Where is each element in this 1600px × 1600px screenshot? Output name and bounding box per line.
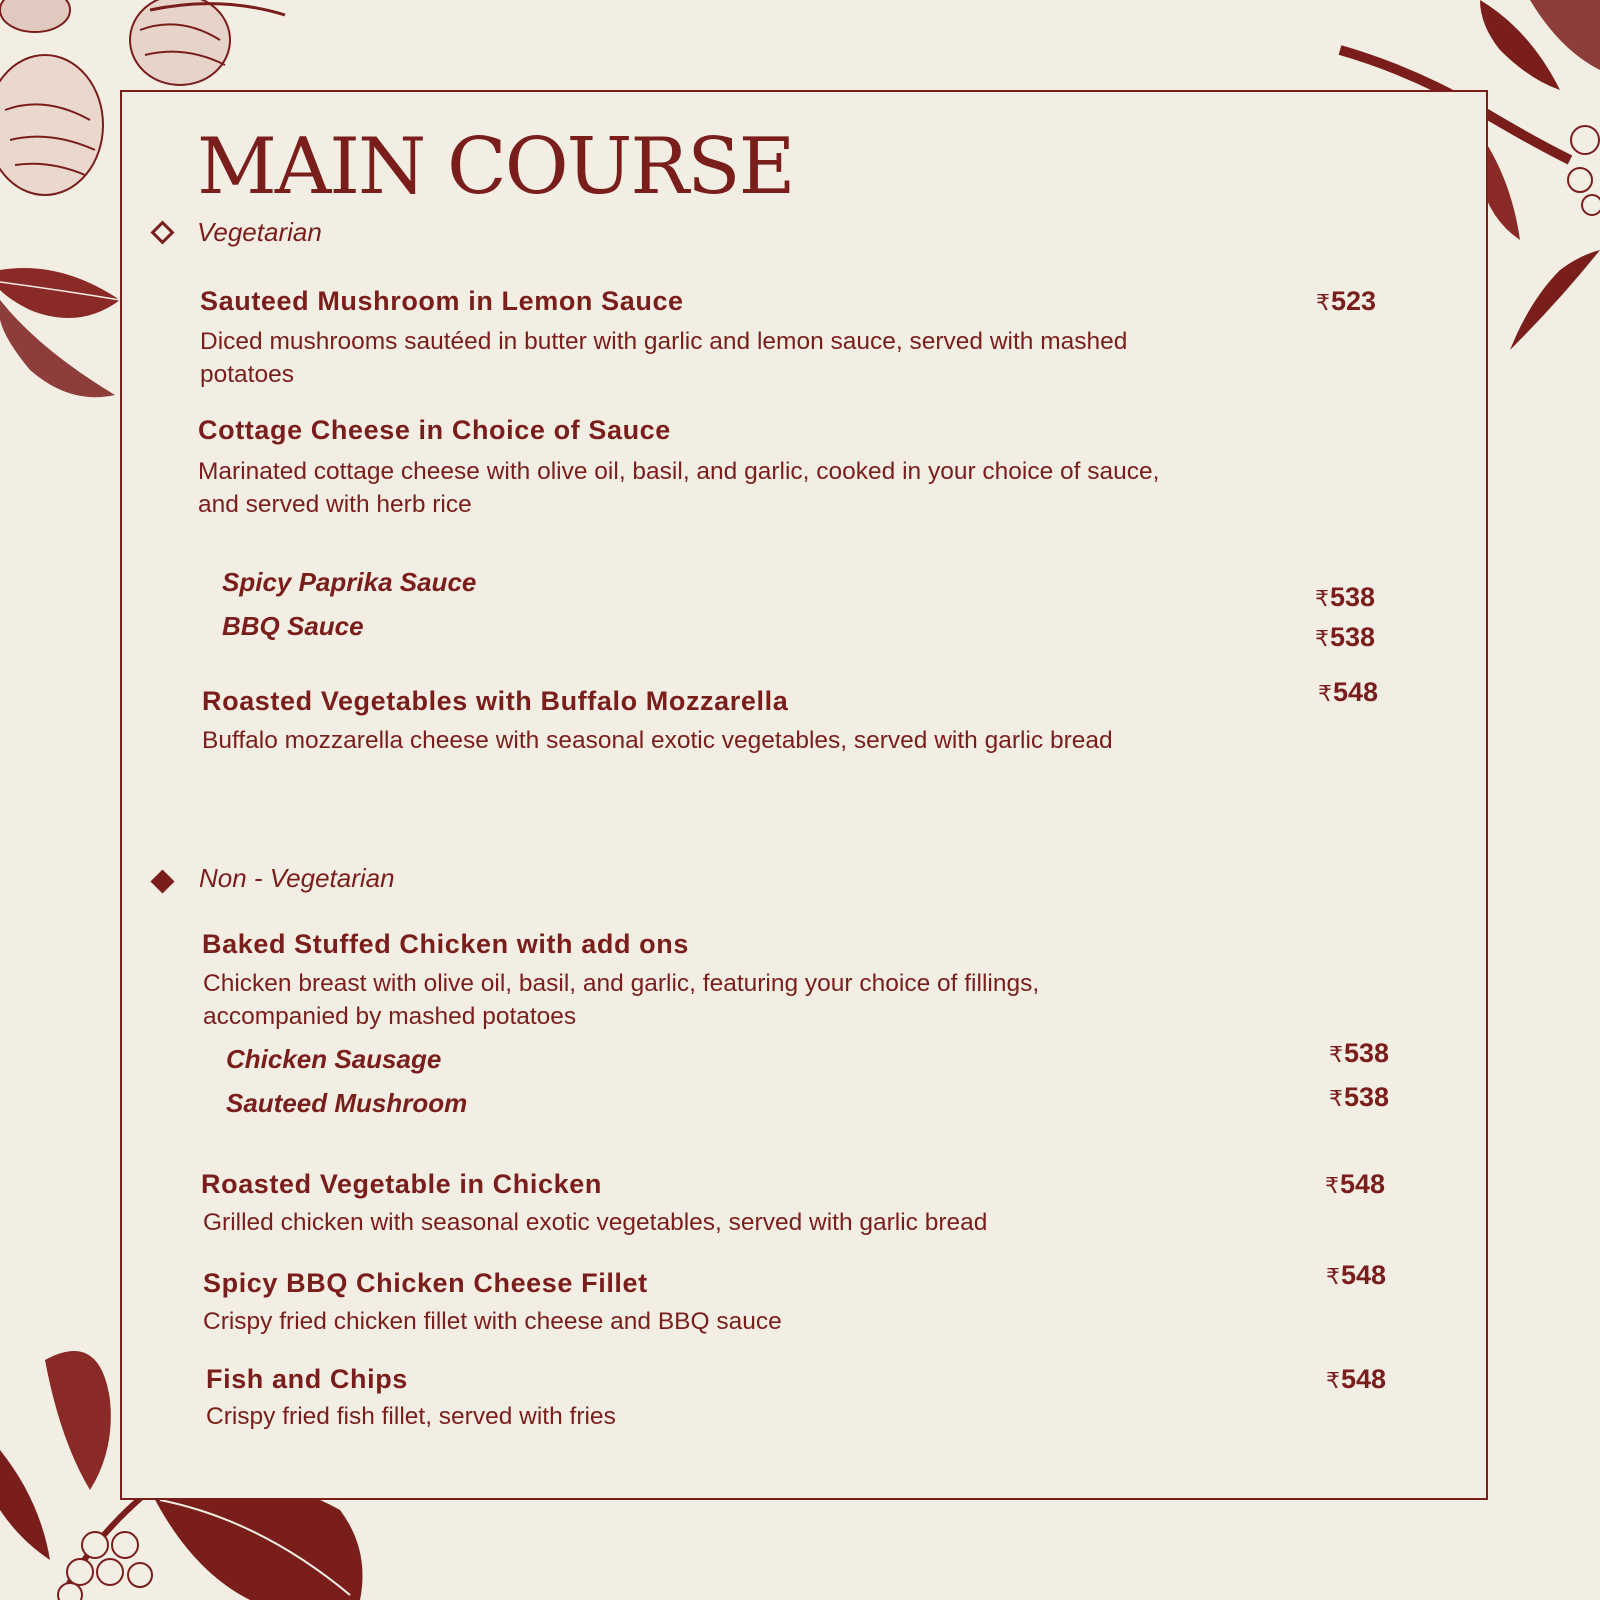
option-price: ₹538 [1329,1082,1390,1112]
option-price: ₹538 [1329,1038,1390,1068]
option-name: Sauteed Mushroom [226,1088,468,1118]
item-name: Baked Stuffed Chicken with add ons [202,929,689,959]
item-name: Spicy BBQ Chicken Cheese Fillet [203,1268,648,1298]
item-name: Cottage Cheese in Choice of Sauce [198,415,671,445]
item-description: Grilled chicken with seasonal exotic vegetables, served with garlic bread [203,1209,988,1236]
option-name: Chicken Sausage [226,1044,442,1074]
item-price: ₹548 [1326,1364,1387,1394]
option-price: ₹538 [1315,622,1376,652]
item-name: Roasted Vegetable in Chicken [201,1169,602,1199]
item-description: Crispy fried chicken fillet with cheese and BBQ sauce [203,1308,782,1335]
option-price: ₹538 [1315,582,1376,612]
item-name: Fish and Chips [206,1364,408,1394]
item-price: ₹548 [1326,1260,1387,1290]
option-name: BBQ Sauce [222,611,364,641]
section-label-vegetarian: Vegetarian [197,217,322,247]
item-name: Roasted Vegetables with Buffalo Mozzarella [202,686,789,716]
item-description: Crispy fried fish fillet, served with fries [206,1403,616,1430]
option-name: Spicy Paprika Sauce [222,567,477,597]
item-description: Diced mushrooms sautéed in butter with garlic and lemon sauce, served with mashed potatoes [200,328,1128,388]
item-name: Sauteed Mushroom in Lemon Sauce [200,286,684,316]
item-description: Chicken breast with olive oil, basil, and garlic, featuring your choice of fillings, accompanied by mashed potatoes [203,970,1040,1030]
item-description: Marinated cottage cheese with olive oil, basil, and garlic, cooked in your choice of sauce, and served with herb rice [198,458,1160,518]
item-price: ₹523 [1316,286,1377,316]
item-price: ₹548 [1318,677,1379,707]
section-label-non-vegetarian: Non - Vegetarian [199,863,395,893]
menu-title: MAIN COURSE [197,122,794,212]
item-description: Buffalo mozzarella cheese with seasonal exotic vegetables, served with garlic bread [202,727,1113,754]
item-price: ₹548 [1325,1169,1386,1199]
